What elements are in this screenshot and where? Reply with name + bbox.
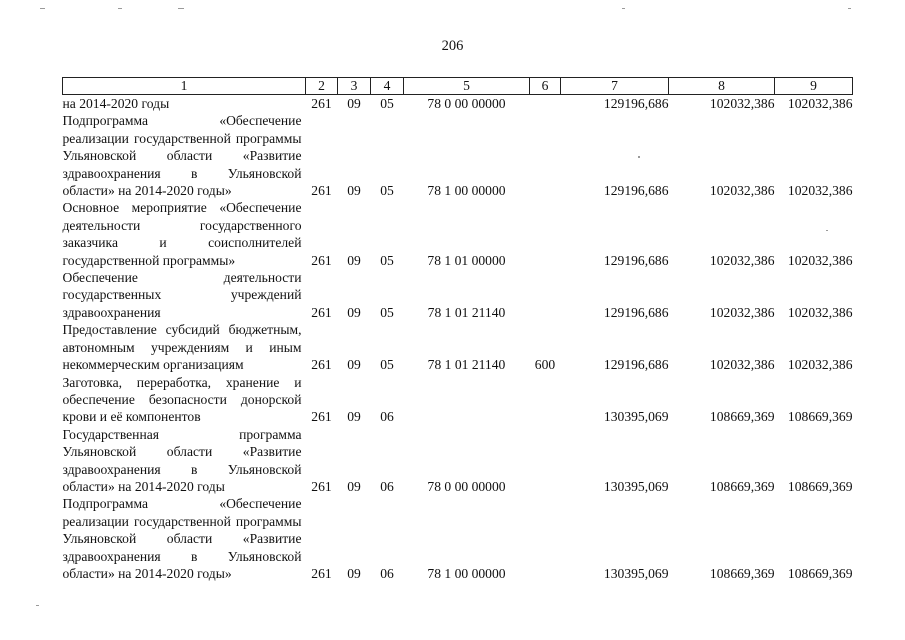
amount-col-9: 108669,369: [787, 409, 853, 425]
column-header-3: 3: [338, 78, 371, 95]
expense-type-code: [530, 199, 561, 269]
ministry-code: 261: [311, 252, 332, 268]
amount-col-7: 129196,686: [603, 183, 669, 199]
subsection-code: 05: [380, 183, 394, 199]
section-code: 09: [347, 565, 361, 581]
amount-col-7: 129196,686: [603, 304, 669, 320]
column-header-8: 8: [669, 78, 775, 95]
amount-col-8: 102032,386: [709, 96, 775, 111]
amount-col-8: 108669,369: [709, 478, 775, 494]
target-article-code: 78 0 00 00000: [427, 478, 506, 494]
section-code: 09: [347, 252, 361, 268]
target-article-code: 78 1 01 21140: [427, 304, 506, 320]
section-code: 09: [347, 409, 361, 425]
expense-type-code: [530, 374, 561, 426]
amount-col-9: 102032,386: [787, 252, 853, 268]
subsection-code: 05: [380, 96, 394, 111]
target-article-code: 78 1 00 00000: [427, 183, 506, 199]
amount-col-7: 130395,069: [603, 478, 669, 494]
target-article-code: 78 1 00 00000: [427, 565, 506, 581]
column-header-6: 6: [530, 78, 561, 95]
section-code: 09: [347, 478, 361, 494]
amount-col-9: 102032,386: [787, 304, 853, 320]
table-row: [63, 426, 853, 496]
amount-col-8: 102032,386: [709, 252, 775, 268]
item-name: на 2014-2020 годы: [62, 96, 170, 111]
subsection-code: 06: [380, 409, 394, 425]
ministry-code: 261: [311, 357, 332, 373]
ministry-code: 261: [311, 409, 332, 425]
column-header-7: 7: [561, 78, 669, 95]
expense-type-code: [530, 112, 561, 199]
subsection-code: 05: [380, 304, 394, 320]
amount-col-8: 102032,386: [709, 183, 775, 199]
target-article-code: 78 0 00 00000: [427, 96, 506, 111]
ministry-code: 261: [311, 304, 332, 320]
section-code: 09: [347, 96, 361, 111]
target-article-code: 78 1 01 00000: [427, 252, 506, 268]
amount-col-7: 129196,686: [603, 252, 669, 268]
table-header-row: [63, 78, 853, 95]
expense-type-code: [530, 426, 561, 496]
table-row: [63, 374, 853, 426]
item-name: Подпрограмма «Обеспечение реализации государственной программы Ульяновской области «Развитие здравоохранения в Ульяновской области» на 2014-2020 годы»: [62, 113, 302, 199]
amount-col-8: 108669,369: [709, 565, 775, 581]
item-name: Подпрограмма «Обеспечение реализации государственной программы Ульяновской области «Развитие здравоохранения в Ульяновской области» на 2014-2020 годы»: [62, 496, 302, 581]
table-row: [63, 321, 853, 373]
column-header-2: 2: [306, 78, 338, 95]
expense-type-code: [530, 95, 561, 113]
subsection-code: 05: [380, 252, 394, 268]
target-article-code: 78 1 01 21140: [427, 357, 506, 373]
item-name: Основное мероприятие «Обеспечение деятельности государственного заказчика и соисполнителей государственной программы»: [62, 200, 302, 268]
amount-col-8: 108669,369: [709, 409, 775, 425]
column-header-1: 1: [63, 78, 306, 95]
expense-type-code: 600: [534, 357, 556, 373]
ministry-code: 261: [311, 565, 332, 581]
section-code: 09: [347, 304, 361, 320]
amount-col-8: 102032,386: [709, 357, 775, 373]
budget-table: [62, 77, 853, 582]
subsection-code: 06: [380, 565, 394, 581]
ministry-code: 261: [311, 183, 332, 199]
item-name: Предоставление субсидий бюджетным, автономным учреждениям и иным некоммерческим организациям: [62, 322, 302, 373]
amount-col-8: 102032,386: [709, 304, 775, 320]
table-row: [63, 112, 853, 199]
item-name: Заготовка, переработка, хранение и обеспечение безопасности донорской крови и её компонентов: [62, 374, 302, 425]
item-name: Обеспечение деятельности государственных учреждений здравоохранения: [62, 270, 302, 320]
section-code: 09: [347, 357, 361, 373]
target-article-code: [404, 374, 530, 426]
subsection-code: 06: [380, 478, 394, 494]
amount-col-9: 108669,369: [787, 565, 853, 581]
amount-col-9: 102032,386: [787, 183, 853, 199]
table-row: [63, 95, 853, 113]
ministry-code: 261: [311, 478, 332, 494]
column-header-5: 5: [404, 78, 530, 95]
amount-col-9: 102032,386: [787, 357, 853, 373]
expense-type-code: [530, 495, 561, 582]
table-row: [63, 199, 853, 269]
subsection-code: 05: [380, 357, 394, 373]
table-row: [63, 495, 853, 582]
column-header-9: 9: [775, 78, 853, 95]
expense-type-code: [530, 269, 561, 321]
amount-col-7: 130395,069: [603, 565, 669, 581]
section-code: 09: [347, 183, 361, 199]
ministry-code: 261: [311, 96, 332, 111]
amount-col-9: 102032,386: [787, 96, 853, 111]
amount-col-7: 129196,686: [603, 96, 669, 111]
column-header-4: 4: [371, 78, 404, 95]
page-number: 206: [441, 38, 464, 54]
item-name: Государственная программа Ульяновской области «Развитие здравоохранения в Ульяновской области» на 2014-2020 годы: [62, 426, 302, 494]
table-row: [63, 269, 853, 321]
amount-col-9: 108669,369: [787, 478, 853, 494]
amount-col-7: 129196,686: [603, 357, 669, 373]
amount-col-7: 130395,069: [603, 409, 669, 425]
